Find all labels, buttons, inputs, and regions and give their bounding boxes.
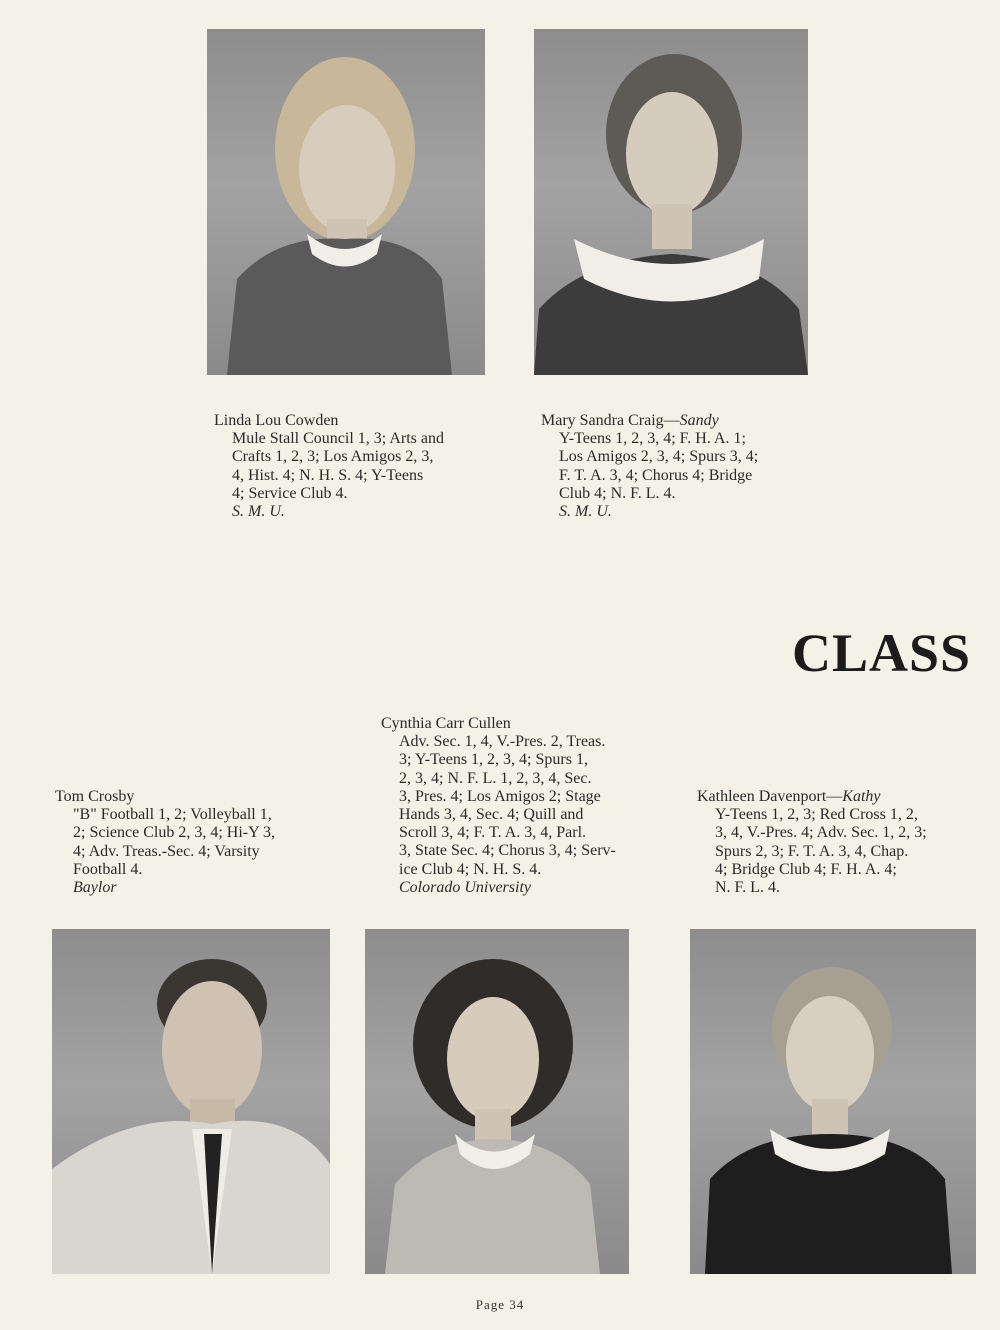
activities-line: 4; Bridge Club 4; F. H. A. 4; bbox=[715, 860, 897, 878]
activities-line: 2, 3, 4; N. F. L. 1, 2, 3, 4, Sec. bbox=[399, 769, 592, 787]
portrait-cynthia-cullen bbox=[365, 929, 629, 1274]
student-name: Tom Crosby bbox=[55, 788, 135, 805]
college: S. M. U. bbox=[232, 503, 285, 521]
activities-line: Y-Teens 1, 2, 3; Red Cross 1, 2, bbox=[715, 806, 918, 824]
caption-tom-crosby bbox=[55, 788, 323, 897]
activities-line: "B" Football 1, 2; Volleyball 1, bbox=[73, 806, 272, 824]
portrait-tom-crosby bbox=[52, 929, 330, 1274]
activities-line: 4, Hist. 4; N. H. S. 4; Y-Teens bbox=[232, 466, 424, 484]
activities-line: 3, Pres. 4; Los Amigos 2; Stage bbox=[399, 787, 601, 805]
college: Colorado University bbox=[399, 878, 531, 896]
college: S. M. U. bbox=[559, 503, 612, 521]
nickname: Kathy bbox=[842, 788, 881, 805]
activities-line: Club 4; N. F. L. 4. bbox=[559, 484, 676, 502]
page-number: Page 34 bbox=[475, 1297, 525, 1312]
activities-line: Scroll 3, 4; F. T. A. 3, 4, Parl. bbox=[399, 824, 587, 842]
activities-line: 4; Service Club 4. bbox=[232, 484, 348, 502]
student-name-line: Mary Sandra Craig—Sandy bbox=[541, 412, 719, 429]
activities-line: Adv. Sec. 1, 4, V.-Pres. 2, Treas. bbox=[399, 733, 606, 751]
activities-line: 4; Adv. Treas.-Sec. 4; Varsity bbox=[73, 842, 260, 860]
activities-line: Crafts 1, 2, 3; Los Amigos 2, 3, bbox=[232, 448, 434, 466]
caption-kathleen-davenport bbox=[697, 788, 967, 897]
caption-linda-cowden bbox=[214, 412, 482, 521]
activities-line: 3, State Sec. 4; Chorus 3, 4; Serv- bbox=[399, 842, 616, 860]
college: Baylor bbox=[73, 879, 117, 897]
page-heading: CLASS bbox=[792, 623, 972, 683]
student-name: Cynthia Carr Cullen bbox=[381, 715, 511, 732]
portrait-linda-cowden bbox=[207, 29, 485, 375]
activities-line: Spurs 2, 3; F. T. A. 3, 4, Chap. bbox=[715, 842, 909, 860]
activities-line: N. F. L. 4. bbox=[715, 879, 780, 897]
student-name-line: Kathleen Davenport—Kathy bbox=[697, 788, 881, 805]
activities-line: Mule Stall Council 1, 3; Arts and bbox=[232, 430, 444, 448]
portrait-kathleen-davenport bbox=[690, 929, 976, 1274]
activities-line: 3, 4, V.-Pres. 4; Adv. Sec. 1, 2, 3; bbox=[715, 824, 927, 842]
student-name: Mary Sandra Craig bbox=[541, 412, 664, 429]
activities-line: F. T. A. 3, 4; Chorus 4; Bridge bbox=[559, 466, 753, 484]
nickname: Sandy bbox=[679, 412, 719, 429]
caption-cynthia-cullen bbox=[381, 715, 651, 897]
portrait-mary-craig bbox=[534, 29, 808, 375]
activities-line: Los Amigos 2, 3, 4; Spurs 3, 4; bbox=[559, 448, 759, 466]
activities-line: Football 4. bbox=[73, 860, 143, 878]
activities-line: 3; Y-Teens 1, 2, 3, 4; Spurs 1, bbox=[399, 751, 588, 769]
activities-line: Hands 3, 4, Sec. 4; Quill and bbox=[399, 806, 584, 824]
activities-line: 2; Science Club 2, 3, 4; Hi-Y 3, bbox=[73, 824, 276, 842]
student-name: Linda Lou Cowden bbox=[214, 412, 339, 429]
student-name: Kathleen Davenport bbox=[697, 788, 827, 805]
caption-mary-craig bbox=[541, 412, 809, 521]
activities-line: Y-Teens 1, 2, 3, 4; F. H. A. 1; bbox=[559, 430, 746, 448]
activities-line: ice Club 4; N. H. S. 4. bbox=[399, 860, 542, 878]
